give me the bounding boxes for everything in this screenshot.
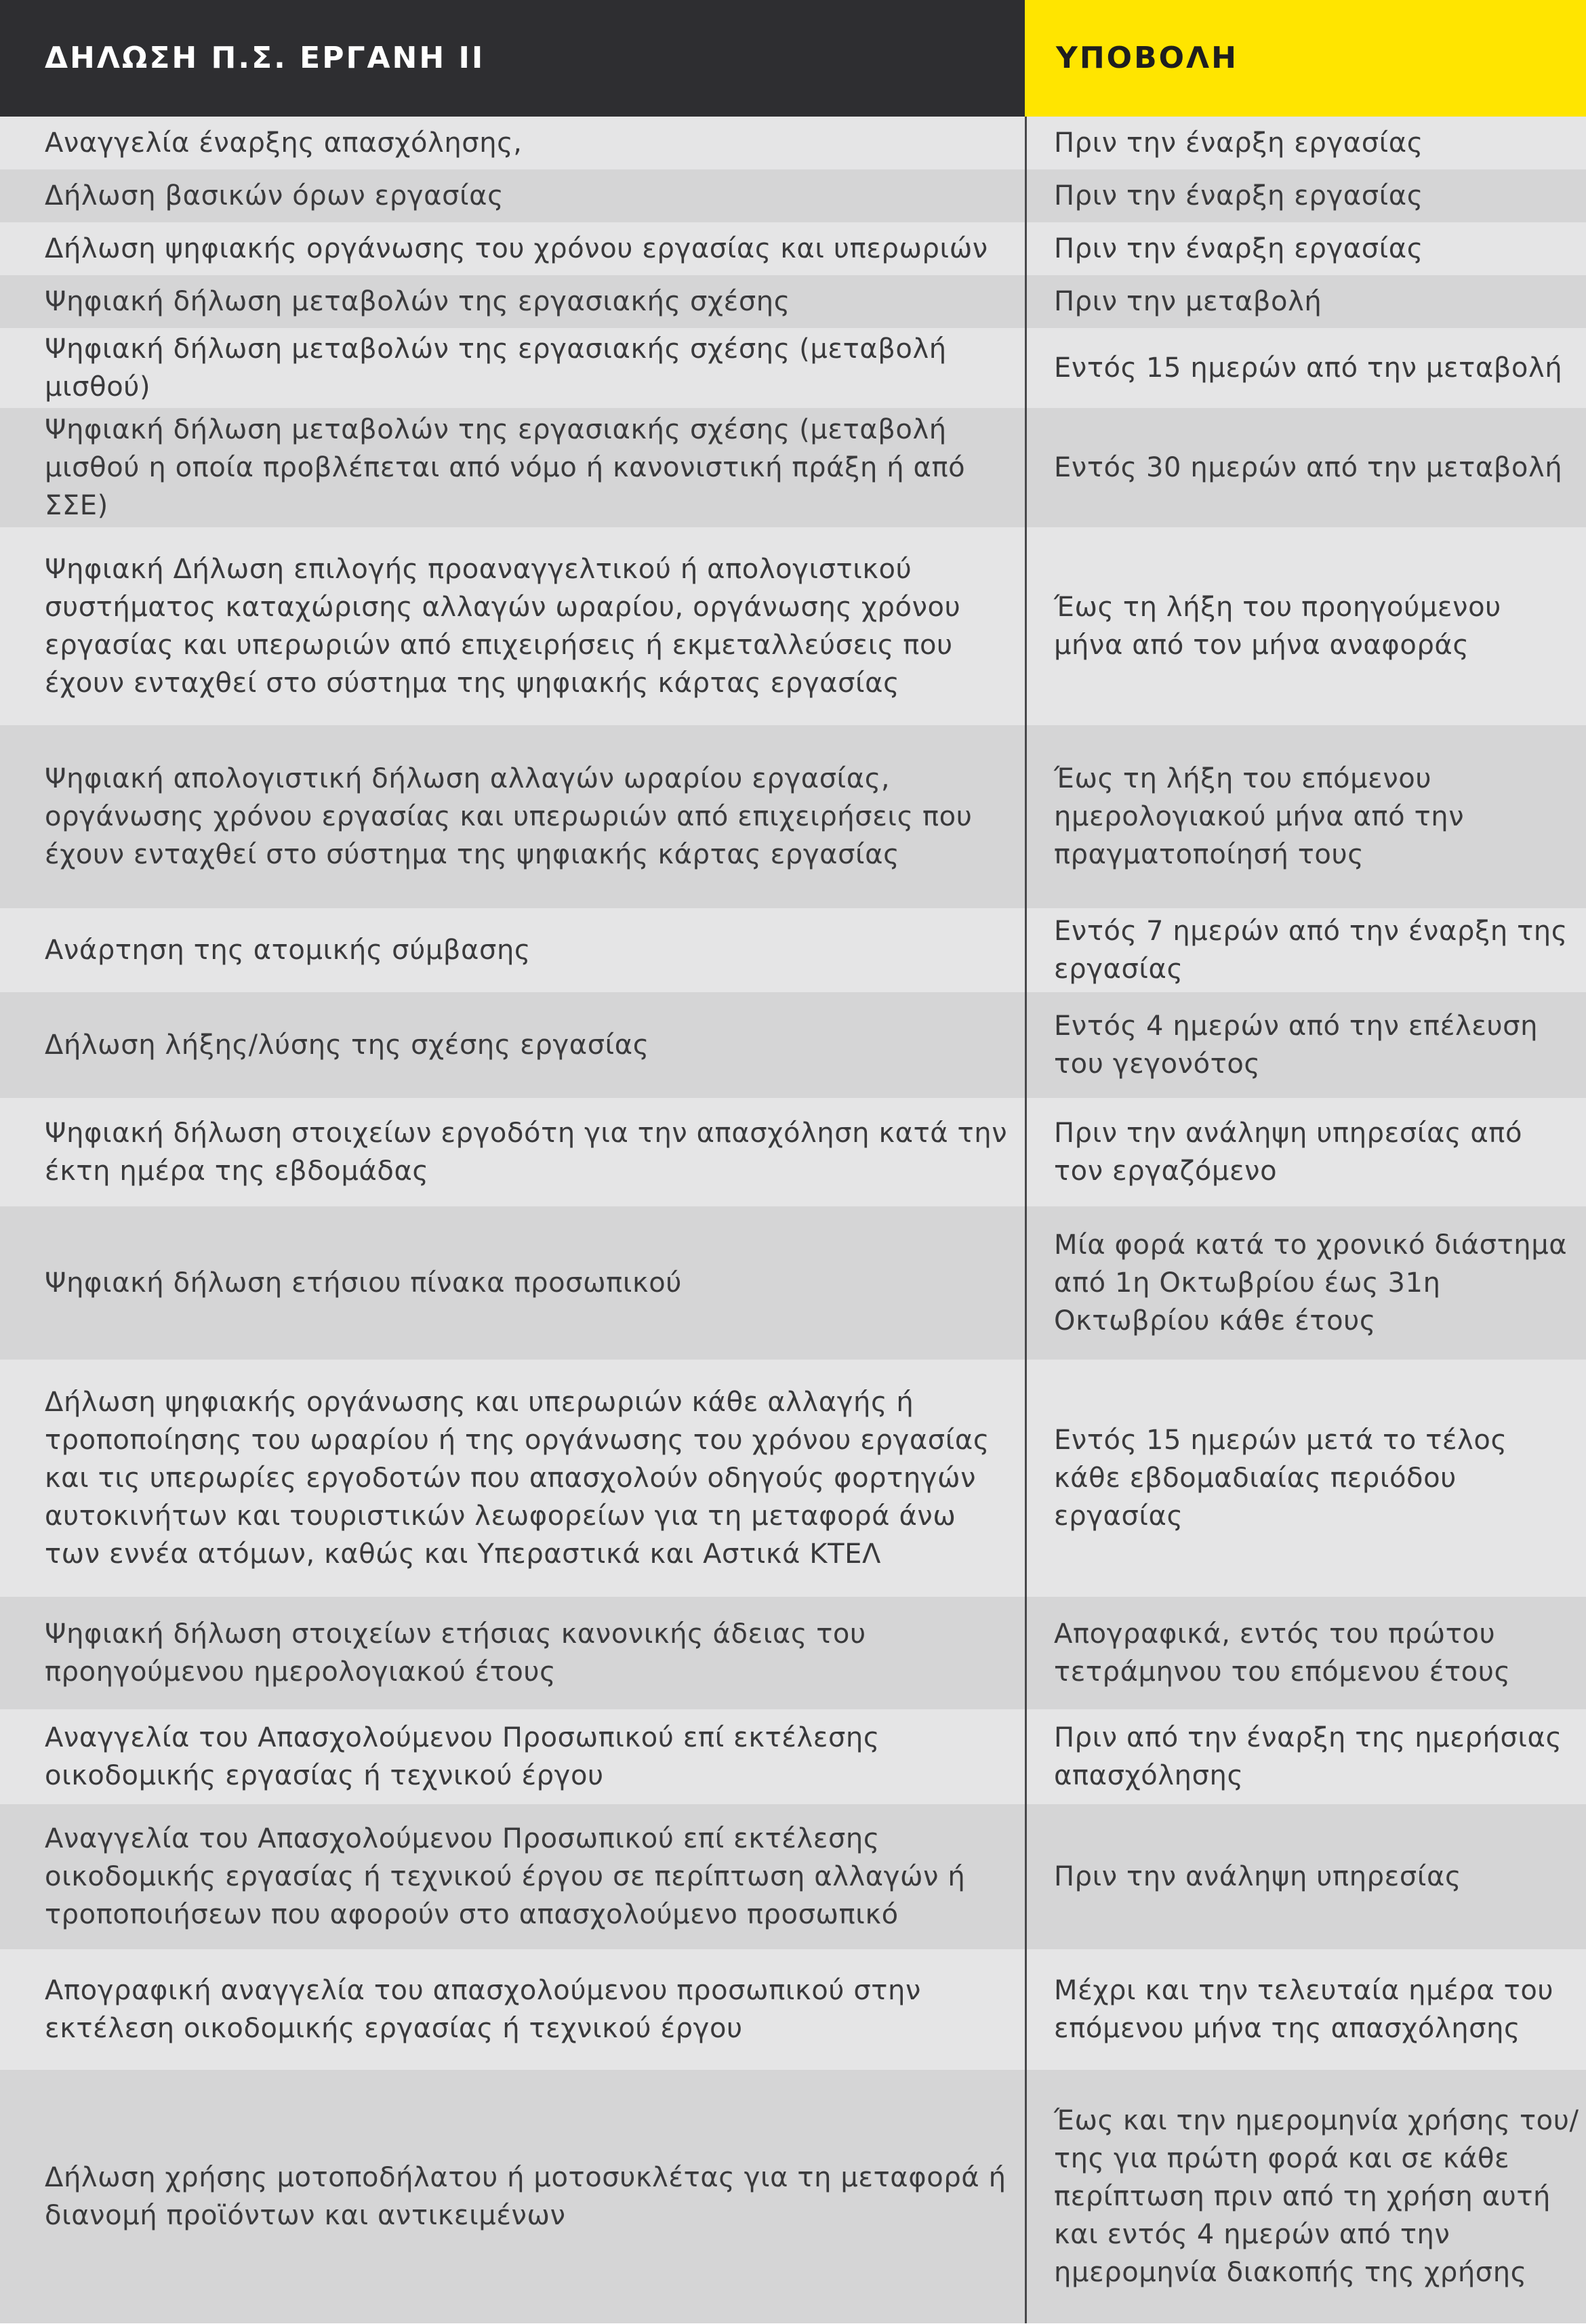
submission-cell: Εντός 4 ημερών από την επέλευση του γεγονότος — [1025, 992, 1586, 1098]
table-row — [0, 1206, 1586, 1360]
table-row — [0, 117, 1586, 169]
submission-cell: Πριν την έναρξη εργασίας — [1025, 117, 1586, 169]
table-row — [0, 1949, 1586, 2070]
submission-cell: Εντός 7 ημερών από την έναρξη της εργασίας — [1025, 908, 1586, 992]
table-row — [0, 1597, 1586, 1709]
declaration-cell: Ανάρτηση της ατομικής σύμβασης — [45, 935, 531, 966]
table-row — [0, 1709, 1586, 1804]
submission-cell: Απογραφικά, εντός του πρώτου τετράμηνου του επόμενου έτους — [1025, 1597, 1586, 1709]
submission-cell: Εντός 15 ημερών μετά το τέλος κάθε εβδομαδιαίας περιόδου εργασίας — [1025, 1360, 1586, 1597]
submission-cell: Πριν την ανάληψη υπηρεσίας — [1025, 1804, 1586, 1949]
declaration-cell: Ψηφιακή δήλωση μεταβολών της εργασιακής σχέσης (μεταβολή μισθού) — [45, 333, 947, 403]
declaration-cell: Ψηφιακή δήλωση μεταβολών της εργασιακής σχέσης (μεταβολή μισθού η οποία προβλέπεται από νόμο ή κανονιστική πράξη ή από ΣΣΕ) — [45, 414, 966, 521]
table-row — [0, 169, 1586, 222]
submission-cell: Μία φορά κατά το χρονικό διάστημα από 1η Οκτωβρίου έως 31η Οκτωβρίου κάθε έτους — [1025, 1206, 1586, 1360]
declaration-cell: Απογραφική αναγγελία του απασχολούμενου προσωπικού στην εκτέλεση οικοδομικής εργασίας ή τεχνικού έργου — [45, 1975, 921, 2044]
submission-cell: Έως και την ημερομηνία χρήσης του/της για πρώτη φορά και σε κάθε περίπτωση πριν από τη χρήση αυτή και εντός 4 ημερών από την ημερομηνία διακοπής της χρήσης — [1025, 2070, 1586, 2323]
table-row — [0, 1360, 1586, 1597]
header-submission: ΥΠΟΒΟΛΗ — [1025, 0, 1586, 117]
submission-cell: Πριν την μεταβολή — [1025, 275, 1586, 328]
declaration-cell: Δήλωση ψηφιακής οργάνωσης του χρόνου εργασίας και υπερωριών — [45, 233, 988, 264]
table-row — [0, 725, 1586, 908]
declaration-cell: Δήλωση χρήσης μοτοποδήλατου ή μοτοσυκλέτας για τη μεταφορά ή διανομή προϊόντων και αντικειμένων — [45, 2162, 1006, 2231]
table-row — [0, 2070, 1586, 2323]
table-row — [0, 1804, 1586, 1949]
table-header — [0, 0, 1586, 117]
declaration-cell: Ψηφιακή δήλωση ετήσιου πίνακα προσωπικού — [45, 1267, 683, 1299]
table-row — [0, 222, 1586, 275]
table-row — [0, 328, 1586, 408]
submission-cell: Εντός 30 ημερών από την μεταβολή — [1025, 408, 1586, 527]
declaration-cell: Αναγγελία έναρξης απασχόλησης, — [45, 127, 523, 159]
table-row — [0, 408, 1586, 527]
table-row — [0, 908, 1586, 992]
submission-cell: Μέχρι και την τελευταία ημέρα του επόμενου μήνα της απασχόλησης — [1025, 1949, 1586, 2070]
declaration-cell: Ψηφιακή απολογιστική δήλωση αλλαγών ωραρίου εργασίας, οργάνωσης χρόνου εργασίας και υπερωριών από επιχειρήσεις που έχουν ενταχθεί στο σύστημα της ψηφιακής κάρτας εργασίας — [45, 763, 973, 870]
table-row — [0, 1098, 1586, 1206]
submission-cell: Πριν την έναρξη εργασίας — [1025, 169, 1586, 222]
submission-cell: Έως τη λήξη του επόμενου ημερολογιακού μήνα από την πραγματοποίησή τους — [1025, 725, 1586, 908]
declaration-cell: Αναγγελία του Απασχολούμενου Προσωπικού επί εκτέλεσης οικοδομικής εργασίας ή τεχνικού έργου σε περίπτωση αλλαγών ή τροποποιήσεων που αφορούν στο απασχολούμενο προσωπικό — [45, 1823, 966, 1930]
submission-cell: Πριν την ανάληψη υπηρεσίας από τον εργαζόμενο — [1025, 1098, 1586, 1206]
declaration-cell: Ψηφιακή δήλωση μεταβολών της εργασιακής σχέσης — [45, 286, 790, 317]
declaration-cell: Ψηφιακή δήλωση στοιχείων εργοδότη για την απασχόληση κατά την έκτη ημέρα της εβδομάδας — [45, 1118, 1008, 1187]
table-row — [0, 527, 1586, 725]
declaration-cell: Ψηφιακή δήλωση στοιχείων ετήσιας κανονικής άδειας του προηγούμενου ημερολογιακού έτους — [45, 1618, 866, 1688]
table-row — [0, 992, 1586, 1098]
submission-cell: Πριν την έναρξη εργασίας — [1025, 222, 1586, 275]
header-declaration: ΔΗΛΩΣΗ Π.Σ. ΕΡΓΑΝΗ ΙΙ — [0, 0, 1025, 117]
table-row — [0, 275, 1586, 328]
declaration-cell: Δήλωση βασικών όρων εργασίας — [45, 180, 504, 211]
declaration-cell: Ψηφιακή Δήλωση επιλογής προαναγγελτικού ή απολογιστικού συστήματος καταχώρισης αλλαγών ωραρίου, οργάνωσης χρόνου εργασίας και υπερωριών από επιχειρήσεις ή εκμεταλλεύσεις που έχουν ενταχθεί στο σύστημα της ψηφιακής κάρτας εργασίας — [45, 554, 961, 699]
declaration-cell: Αναγγελία του Απασχολούμενου Προσωπικού επί εκτέλεσης οικοδομικής εργασίας ή τεχνικού έργου — [45, 1722, 880, 1791]
submission-cell: Έως τη λήξη του προηγούμενου μήνα από τον μήνα αναφοράς — [1025, 527, 1586, 725]
submission-cell: Εντός 15 ημερών από την μεταβολή — [1025, 328, 1586, 408]
submission-cell: Πριν από την έναρξη της ημερήσιας απασχόλησης — [1025, 1709, 1586, 1804]
declaration-cell: Δήλωση ψηφιακής οργάνωσης και υπερωριών κάθε αλλαγής ή τροποποίησης του ωραρίου ή της οργάνωσης του χρόνου εργασίας και τις υπερωρίες εργοδοτών που απασχολούν οδηγούς φορτηγών αυτοκινήτων και τουριστικών λεωφορείων για τη μεταφορά άνω των εννέα ατόμων, καθώς και Υπεραστικά και Αστικά ΚΤΕΛ — [45, 1387, 990, 1570]
declaration-cell: Δήλωση λήξης/λύσης της σχέσης εργασίας — [45, 1030, 649, 1061]
